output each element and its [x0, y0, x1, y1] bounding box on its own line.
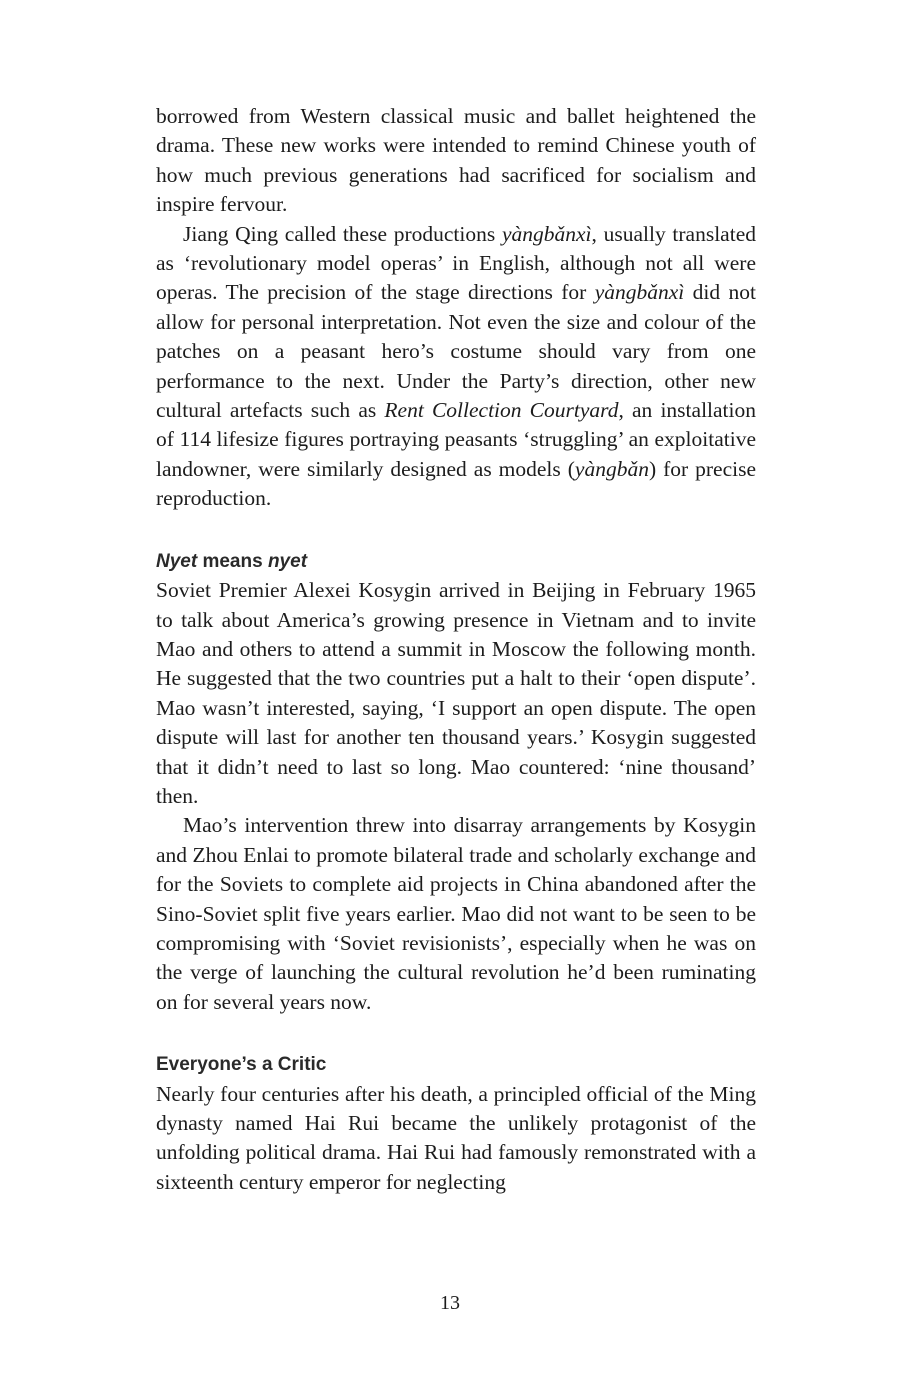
text-run: did not allow for personal interpretation. Not even the size and colour of the patches on a peasant hero’s costume should vary from one performance to the next. Under the Party’s direction, other new cultural artefacts such as: [156, 280, 756, 423]
section-heading-nyet-means-nyet: [156, 547, 756, 576]
text-run: Jiang Qing called these productions: [183, 221, 502, 246]
italic-run: yàngbǎnxì: [594, 280, 685, 305]
text-run: borrowed from Western classical music and ballet heightened the drama. These new works were intended to remind Chinese youth of how much previous generations had sacrificed for socialism and inspire fervour.: [156, 104, 756, 217]
paragraph: [156, 576, 756, 811]
text-run: Mao’s intervention threw into disarray arrangements by Kosygin and Zhou Enlai to promote bilateral trade and scholarly exchange and for the Soviets to complete aid projects in China abandoned after the Sino-Soviet split five years earlier. Mao did not want to be seen to be compromising with ‘Soviet revisionists’, especially when he was on the verge of launching the cultural revolution he’d been ruminating on for several years now.: [156, 813, 756, 1014]
text-run: ) for precise reproduction.: [156, 456, 757, 511]
text-run: , an installation of 114 lifesize figures portraying peasants ‘struggling’ an exploitative landowner, were similarly designed as models (: [156, 398, 756, 481]
text-run: Soviet Premier Alexei Kosygin arrived in Beijing in February 1965 to talk about America’s growing presence in Vietnam and to invite Mao and others to attend a summit in Moscow the following month. He suggested that the two countries put a halt to their ‘open dispute’. Mao wasn’t interested, saying, ‘I support an open dispute. The open dispute will last for another ten thousand years.’ Kosygin suggested that it didn’t need to last so long. Mao countered: ‘nine thousand’ then.: [156, 578, 756, 808]
italic-run: yàngbǎnxì: [501, 221, 592, 246]
italic-run: yàngbǎn: [574, 456, 649, 481]
italic-run: nyet: [267, 550, 308, 572]
paragraph: [156, 220, 756, 514]
text-run: Everyone’s a Critic: [156, 1054, 327, 1076]
page-body: [156, 102, 756, 1197]
text-run: Nearly four centuries after his death, a principled official of the Ming dynasty named Hai Rui became the unlikely protagonist of the unfolding political drama. Hai Rui had famously remonstrated with a sixteenth century emperor for neglecting: [156, 1081, 756, 1194]
paragraph: [156, 811, 756, 1017]
paragraph: [156, 102, 756, 220]
page-number: 13: [440, 1292, 460, 1314]
section-heading-everyones-a-critic: [156, 1050, 756, 1079]
italic-run: Nyet: [156, 550, 198, 572]
text-run: , usually translated as ‘revolutionary model operas’ in English, although not all were operas. The precision of the stage directions for: [156, 221, 756, 305]
paragraph: [156, 1080, 756, 1198]
italic-run: Rent Collection Courtyard: [384, 398, 619, 423]
text-run: means: [197, 550, 268, 572]
